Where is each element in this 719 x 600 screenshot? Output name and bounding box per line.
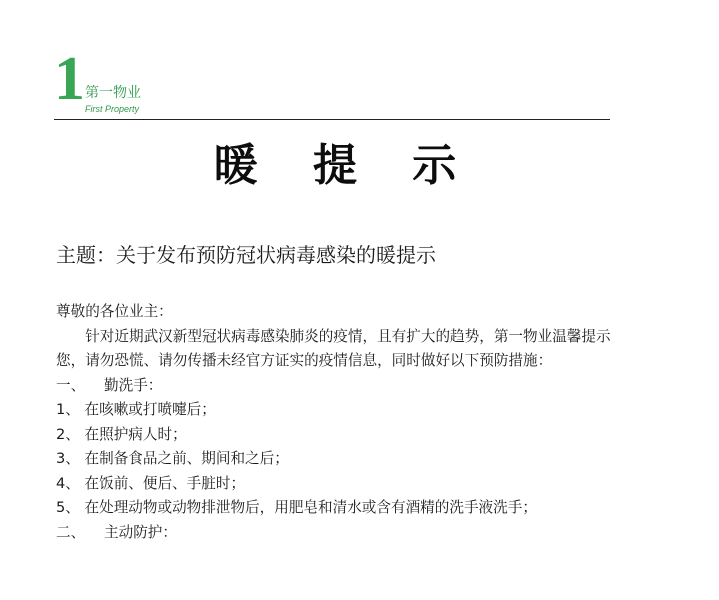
list-item: 3、 在制备食品之前、期间和之后；: [56, 450, 289, 467]
section-label: 勤洗手：: [104, 376, 163, 394]
section-number: 一、: [56, 376, 86, 394]
section-number: 二、: [56, 523, 86, 541]
section-label: 主动防护：: [104, 523, 177, 541]
header-divider: [54, 119, 610, 120]
salutation: 尊敬的各位业主：: [56, 303, 173, 320]
list-item: 4、 在饭前、便后、手脏时；: [56, 474, 246, 492]
company-logo: [54, 45, 174, 116]
document-title: 暖 提 示: [213, 140, 477, 191]
list-item: 1、 在咳嗽或打喷嚏后；: [56, 401, 216, 418]
list-item: 2、 在照护病人时；: [56, 425, 187, 443]
document-body: [56, 300, 616, 545]
logo-company-name: 第一物业: [85, 85, 141, 101]
list-item: 5、 在处理动物或动物排泄物后，用肥皂和清水或含有酒精的洗手液洗手；: [56, 499, 537, 516]
intro-paragraph: 针对近期武汉新型冠状病毒感染肺炎的疫情，且有扩大的趋势，第一物业温馨提示您，请勿恐慌、请勿传播未经官方证实的疫情信息，同时做好以下预防措施：: [56, 327, 611, 369]
logo-numeral: 1: [54, 45, 85, 113]
section-heading-1: [56, 374, 616, 399]
subject-line: 主题：关于发布预防冠状病毒感染的暖提示: [56, 243, 436, 267]
logo-company-name-english: First Property: [85, 104, 140, 114]
section-heading-2: [56, 521, 616, 546]
